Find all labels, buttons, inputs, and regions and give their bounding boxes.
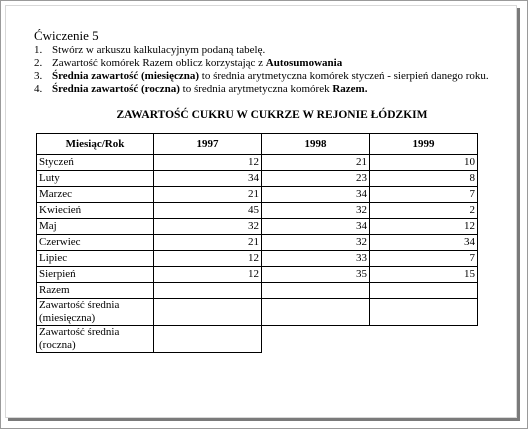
table-cell[interactable]: 45 — [154, 203, 262, 219]
row-label: Maj — [37, 219, 154, 235]
exercise-steps — [34, 44, 504, 96]
sugar-table — [36, 133, 478, 353]
table-cell[interactable] — [370, 283, 478, 299]
table-cell[interactable]: 2 — [370, 203, 478, 219]
table-cell[interactable] — [262, 283, 370, 299]
table-row — [37, 203, 478, 219]
table-cell[interactable]: 23 — [262, 171, 370, 187]
row-label: Razem — [37, 283, 154, 299]
step-number: 1. — [34, 44, 43, 56]
table-cell[interactable]: 32 — [154, 219, 262, 235]
table-cell[interactable]: 12 — [154, 251, 262, 267]
row-label: Styczeń — [37, 155, 154, 171]
table-cell[interactable] — [154, 299, 262, 326]
table-cell[interactable]: 34 — [262, 187, 370, 203]
row-label: Zawartość średnia (roczna) — [37, 326, 154, 353]
table-cell[interactable]: 12 — [370, 219, 478, 235]
header-1998: 1998 — [262, 134, 370, 155]
table-cell[interactable]: 32 — [262, 203, 370, 219]
table-cell[interactable]: 34 — [154, 171, 262, 187]
table-row — [37, 283, 478, 299]
step-number: 2. — [34, 57, 43, 69]
table-cell[interactable]: 32 — [262, 235, 370, 251]
table-row-avg-yearly — [37, 326, 478, 353]
table-cell[interactable]: 35 — [262, 267, 370, 283]
row-label: Kwiecień — [37, 203, 154, 219]
exercise-title: Ćwiczenie 5 — [34, 28, 99, 43]
table-header-row — [37, 134, 478, 155]
table-cell[interactable] — [154, 283, 262, 299]
table-cell[interactable] — [154, 326, 262, 353]
table-cell[interactable]: 12 — [154, 267, 262, 283]
table-row — [37, 219, 478, 235]
header-1999: 1999 — [370, 134, 478, 155]
table-cell[interactable] — [262, 299, 370, 326]
table-cell[interactable]: 15 — [370, 267, 478, 283]
table-row — [37, 235, 478, 251]
row-label: Luty — [37, 171, 154, 187]
table-cell[interactable]: 21 — [154, 235, 262, 251]
table-cell[interactable]: 10 — [370, 155, 478, 171]
table-row — [37, 251, 478, 267]
step-text: Razem. — [332, 83, 368, 95]
table-row — [37, 267, 478, 283]
table-row-avg-monthly — [37, 299, 478, 326]
row-label: Zawartość średnia (miesięczna) — [37, 299, 154, 326]
row-label: Marzec — [37, 187, 154, 203]
page-content — [34, 28, 504, 353]
row-label: Czerwiec — [37, 235, 154, 251]
step-text: Zawartość komórek Razem oblicz korzystając z — [52, 57, 266, 69]
table-cell[interactable]: 34 — [262, 219, 370, 235]
table-row — [37, 155, 478, 171]
step-text: Średnia zawartość (miesięczna) — [52, 70, 200, 82]
row-label: Sierpień — [37, 267, 154, 283]
table-row — [37, 187, 478, 203]
table-row — [37, 171, 478, 187]
table-cell[interactable]: 8 — [370, 171, 478, 187]
step-text: Stwórz w arkuszu kalkulacyjnym podaną tabelę. — [52, 44, 266, 56]
empty-space — [262, 326, 478, 353]
row-label: Lipiec — [37, 251, 154, 267]
step-text: to średnia arytmetyczna komórek styczeń - sierpień danego roku. — [199, 70, 489, 82]
document-page — [5, 5, 517, 418]
table-cell[interactable]: 21 — [154, 187, 262, 203]
step-number: 4. — [34, 83, 43, 95]
table-cell[interactable] — [370, 299, 478, 326]
header-month-year: Miesiąc/Rok — [37, 134, 154, 155]
table-cell[interactable]: 7 — [370, 251, 478, 267]
exercise-step — [34, 57, 504, 70]
exercise-step — [34, 70, 504, 83]
table-cell[interactable]: 21 — [262, 155, 370, 171]
table-cell[interactable]: 34 — [370, 235, 478, 251]
table-cell[interactable]: 33 — [262, 251, 370, 267]
table-title: ZAWARTOŚĆ CUKRU W CUKRZE W REJONIE ŁÓDZKIM — [116, 109, 428, 121]
exercise-step — [34, 44, 504, 57]
step-number: 3. — [34, 70, 43, 82]
table-cell[interactable]: 12 — [154, 155, 262, 171]
step-text: Średnia zawartość (roczna) — [52, 83, 180, 95]
step-text: Autosumowania — [265, 57, 343, 69]
table-cell[interactable]: 7 — [370, 187, 478, 203]
exercise-step — [34, 83, 504, 96]
header-1997: 1997 — [154, 134, 262, 155]
step-text: to średnia arytmetyczna komórek — [179, 83, 333, 95]
